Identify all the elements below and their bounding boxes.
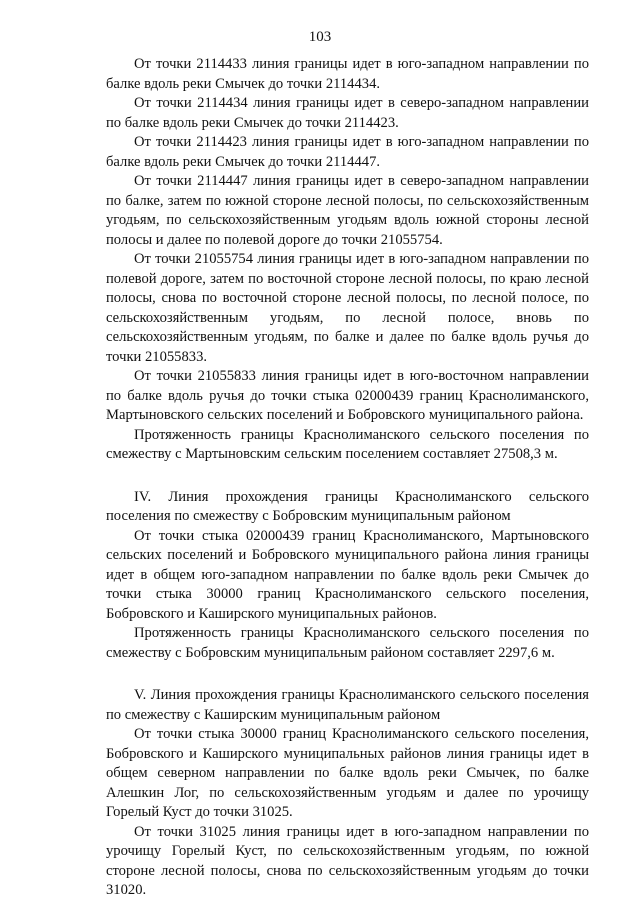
document-body	[106, 55, 589, 901]
paragraph: От точки 21055754 линия границы идет в юго-западном направлении по полевой дороге, затем по восточной стороне лесной полосы, по краю лесной полосы, снова по восточной стороне лесной полосы, по лесной полосе, по сельскохозяйственным угодьям, по лесной полосе, вновь по сельскохозяйственным угодьям, по балке и далее по балке вдоль ручья до точки 21055833.	[106, 251, 589, 365]
summary-paragraph: Протяженность границы Краснолиманского сельского поселения по смежеству с Мартыновским сельским поселением составляет 27508,3 м.	[106, 426, 589, 462]
paragraph: От точки 2114434 линия границы идет в северо-западном направлении по балке вдоль реки Смычек до точки 2114423.	[106, 95, 589, 131]
paragraph: От точки 2114423 линия границы идет в юго-западном направлении по балке вдоль реки Смычек до точки 2114447.	[106, 134, 589, 170]
page-number: 103	[308, 29, 332, 45]
paragraph: От точки 2114447 линия границы идет в северо-западном направлении по балке, затем по южной стороне лесной полосы, по сельскохозяйственным угодьям, по сельскохозяйственным угодьям вдоль южной стороны лесной полосы и далее по полевой дороге до точки 21055754.	[106, 173, 589, 248]
summary-paragraph: Протяженность границы Краснолиманского сельского поселения по смежеству с Бобровским муниципальным районом составляет 2297,6 м.	[106, 625, 589, 661]
paragraph: От точки 31025 линия границы идет в юго-западном направлении по урочищу Горелый Куст, по сельскохозяйственным угодьям, по южной стороне лесной полосы, снова по сельскохозяйственным угодьям до точки 31020.	[106, 823, 589, 898]
section-4-heading: IV. Линия прохождения границы Краснолиманского сельского поселения по смежеству с Бобровским муниципальным районом	[106, 488, 589, 524]
paragraph: От точки стыка 30000 границ Краснолиманского сельского поселения, Бобровского и Каширского муниципальных районов линия границы идет в общем северном направлении по балке вдоль реки Смычек, по балке Алешкин Лог, по сельскохозяйственным угодьям и далее по урочищу Горелый Куст до точки 31025.	[106, 726, 589, 820]
section-5-heading: V. Линия прохождения границы Краснолиманского сельского поселения по смежеству с Каширским муниципальным районом	[106, 687, 589, 723]
paragraph: От точки стыка 02000439 границ Краснолиманского, Мартыновского сельских поселений и Бобровского муниципального района линия границы идет в общем юго-западном направлении по балке вдоль реки Смычек до точки стыка 30000 границ Краснолиманского сельского поселения, Бобровского и Каширского муниципальных районов.	[106, 527, 589, 622]
paragraph: От точки 2114433 линия границы идет в юго-западном направлении по балке вдоль реки Смычек до точки 2114434.	[106, 56, 589, 92]
paragraph: От точки 21055833 линия границы идет в юго-восточном направлении по балке вдоль ручья до точки стыка 02000439 границ Краснолиманского, Мартыновского сельских поселений и Бобровского муниципального района.	[106, 368, 589, 423]
